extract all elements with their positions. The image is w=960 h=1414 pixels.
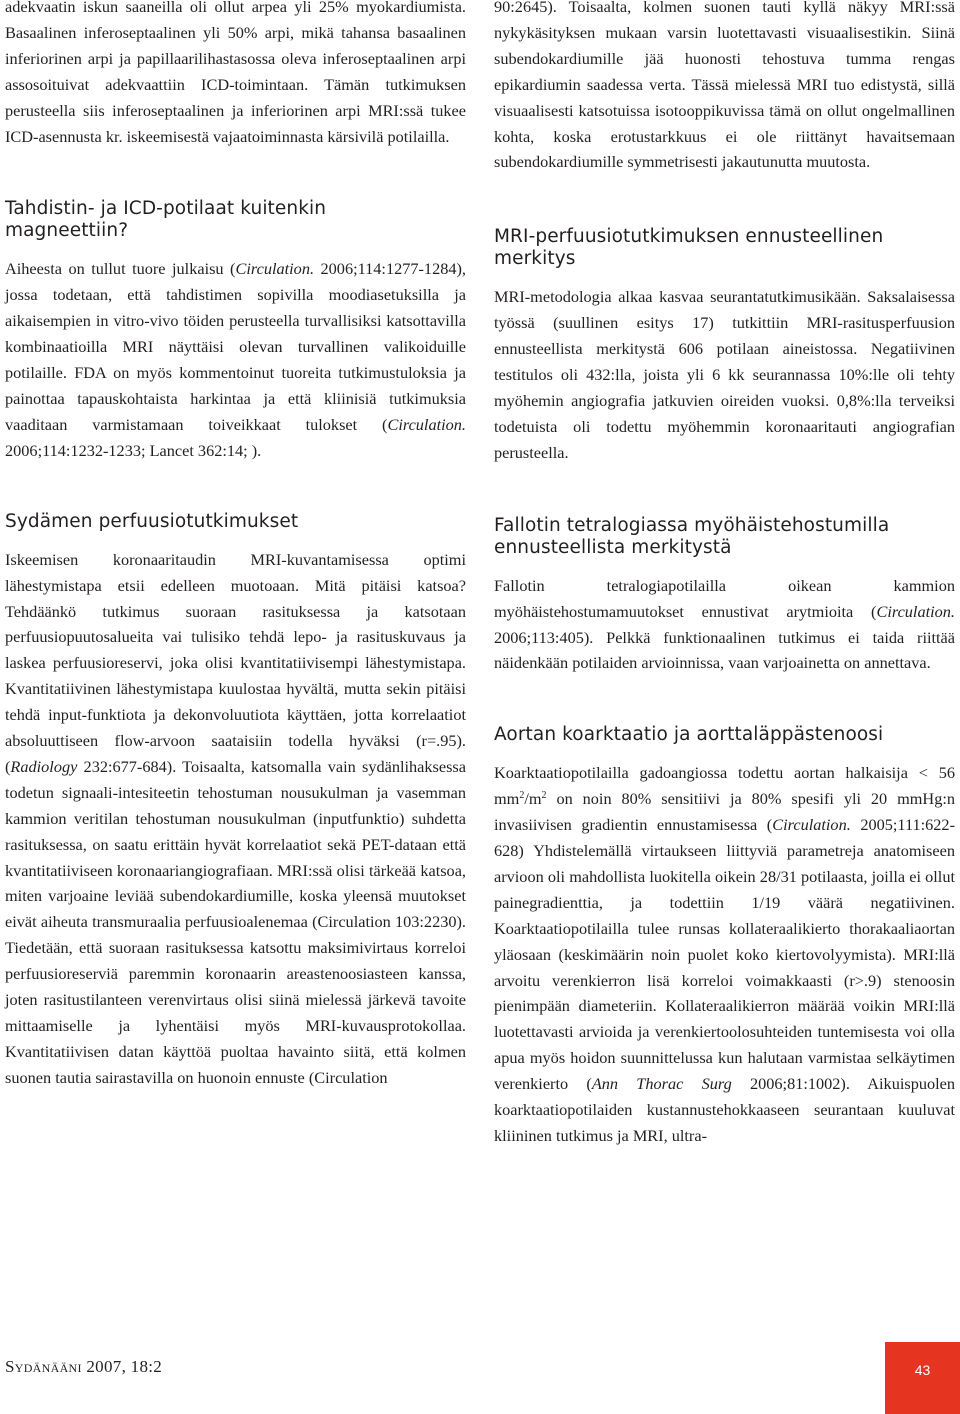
citation-journal: Radiology (10, 756, 78, 776)
paragraph-text: Aiheesta on tullut tuore julkaisu ( (5, 259, 236, 279)
paragraph-text: Koarktaatiopotilailla gadoangiossa todettu aortan halkaisija < 56 mm (494, 763, 955, 809)
paragraph-text: Iskeemisen koronaaritaudin MRI-kuvantamisessa optimi lähestymistapa etsii edelleen muotoaan. Mitä pitäisi katsoa? Tehdäänkö tutkimus suoraan rasituksessa ja katsotaan perfuusiopuutosalueita vai tulisiko tehdä lepo- ja rasituskuvaus ja laskea perfuusioreservi, joka olisi kvantitatiivisempi lähestymistapa. Kvantitatiivinen lähestymistapa kuulostaa hyvältä, mutta sekin pitäisi tehdä input-funktiota ja dekonvoluutiota käyttäen, jotta korrelaatiot absoluuttiseen flow-arvoon saataisiin todella hyväksi (r=.95). ( (5, 549, 466, 776)
right-column (494, 0, 955, 1149)
paragraph-text: 2006;81:1002). Aikuispuolen koarktaatiopotilaiden kustannustehokkaaseen seurantaan kuuluvat kliininen tutkimus ja MRI, ultra- (494, 1074, 956, 1145)
body-paragraph (494, 0, 955, 175)
body-paragraph (5, 256, 466, 463)
footer-journal-name: Sydänääni 2007, 18:2 (5, 1357, 163, 1376)
paragraph-text: adekvaatin iskun saaneilla oli ollut arpea yli 25% myokardiumista. Basaalinen inferoseptaalinen yli 50% arpi, mikä tahansa basaalinen inferiorinen arpi ja papillaarilihastasossa oleva inferoseptaalinen arpi assosoituivat adekvaattiin ICD-toimintaan. Tämän tutkimuksen perusteella siis inferoseptaalinen ja inferiorinen arpi MRI:ssä tukee ICD-asennusta kr. iskeemisestä vajaatoiminnasta kärsivilä potilailla. (5, 0, 466, 146)
citation-journal: Circulation. (387, 414, 466, 434)
paragraph-text: 90:2645). Toisaalta, kolmen suonen tauti kyllä näkyy MRI:ssä nykykäsityksen mukaan varsin luotettavasti visuaalisestikin. Siinä subendokardiumille jää huonosti tehostuva tumma rengas epikardiumin saadessa verta. Tässä mielessä MRI tuo edistystä, sillä visuaalisesti katsotuissa isotooppikuvissa tämä on ollut ongelmallinen kohta, koska erotustarkkuus ei ole riittänyt havaitsemaan subendokardiumille symmetrisesti jakautunutta muutosta. (494, 0, 955, 172)
body-paragraph (494, 573, 955, 677)
citation-journal: Ann Thorac Surg (591, 1074, 732, 1094)
section-heading: Sydämen perfuusiotutkimukset (5, 510, 299, 532)
section-heading: MRI-perfuusiotutkimuksen ennusteellinen merkitys (494, 226, 884, 270)
section-heading: Aortan koarktaatio ja aorttaläppästenoosi (494, 724, 884, 746)
body-paragraph (5, 0, 466, 149)
citation-journal: Circulation. (772, 815, 851, 835)
citation-journal: Circulation. (235, 259, 315, 279)
paragraph-text: /m (524, 789, 542, 809)
paragraph-text: on noin 80% sensitiivi ja 80% spesifi yli 20 mmHg:n invasiivisen gradientin ennustamisessa ( (494, 789, 955, 835)
page-number-badge (885, 1342, 960, 1414)
superscript: 2 (541, 790, 547, 802)
left-column (5, 0, 466, 1091)
page-number: 43 (914, 1362, 931, 1378)
paragraph-text: 232:677-684). Toisaalta, katsomalla vain sydänlihaksessa todetun signaali-intesiteetin tehostuman nousukulman ja vasemman kammion veritilan tehostuman nousukulman (inputfunktio) suhdetta rasituksessa, on saatu erittäin hyvät korrelaatiot sekä PET-dataan että kvantitatiiviseen koronaariangiografiaan. MRI:ssä olisi tärkeää katsoa, miten varjoaine leviää subendokardiumille, koska yleensä muutokset eivät aiheuta transmuraalia perfuusioalenemaa (Circulation 103:2230). Tiedetään, että suoraan rasituksessa katsottu maksimivirtaus korreloi perfuusioreserviä paremmin koronaarin areastenoosiasteen kanssa, joten rasitustilanteen verenvirtaus olisi siinä mielessä järkevä tavoite mittaamiselle ja lyhentäisi myös MRI-kuvausprotokollaa. Kvantitatiivisen datan käyttöä puoltaa havainto siitä, että kolmen suonen tautia sairastavilla on huonoin ennuste (Circulation (5, 756, 466, 1087)
body-paragraph (494, 760, 955, 1149)
paragraph-text: 2006;113:405). Pelkkä funktionaalinen tutkimus ei taida riittää näidenkään potilaiden arvioinnissa, vaan varjoainetta on annettava. (494, 627, 955, 673)
section-heading: Tahdistin- ja ICD-potilaat kuitenkin magneettiin? (5, 198, 327, 242)
section-heading: Fallotin tetralogiassa myöhäistehostumilla ennusteellista merkitystä (494, 514, 890, 558)
body-paragraph (494, 284, 955, 465)
paragraph-text: 2006;114:1232-1233; Lancet 362:14; ). (5, 440, 262, 460)
paragraph-text: 2005;111:622-628) Yhdistelemällä virtaukseen liittyviä parametreja anatomiseen arvioon oli mahdollista luokitella oikein 28/31 potilaasta, joilla ei ollut painegradienttia, ja todettiin 1/19 väärä negatiivinen. Koarktaatiopotilailla tulee runsas kollateraalikierto thorakaaliaortan yläosaan (keskimäärin noin puolet koko kiertovolyymista). MRI:llä arvoitu verenkierron lisä korreloi voimakkaasti (r>.9) stenoosin pienimpään diameteriin. Kollateraalikierron määrää voikin MRI:llä luotettavasti arvioida ja verenkiertoolosuhteiden tuntemisesta voi olla apua myös hoidon suunnittelussa kun halutaan varmistaa selkäytimen verenkierto ( (494, 815, 955, 1094)
superscript: 2 (519, 790, 525, 802)
paragraph-text: MRI-metodologia alkaa kasvaa seurantatutkimusikään. Saksalaisessa työssä (suullinen esitys 17) tutkittiin MRI-rasitusperfuusion ennusteellista merkitystä 606 potilaan aineistossa. Negatiivinen testitulos oli 432:lla, joista yli 6 kk seurannassa 10%:lle oli tehty myöhemin angiografia jatkuvien oireiden vuoksi. 0,8%:lla terveiksi todetuista oli todettu myöhemmin koronaaritauti angiografian perusteella. (494, 287, 955, 462)
paragraph-text: Fallotin tetralogiapotilailla oikean kammion myöhäistehostumamuutokset ennustivat arytmioita ( (494, 575, 955, 621)
citation-journal: Circulation. (876, 601, 955, 621)
paragraph-text: 2006;114:1277-1284), jossa todetaan, että tahdistimen sopivilla moodiasetuksilla ja aikaisempien in vitro-vivo töiden perusteella turvallisiksi katsottavilla kombinaatioilla MRI näyttäisi olevan turvallinen valikoiduille potilaille. FDA on myös kommentoinut tuoreita tutkimustuloksia ja painottaa tapauskohtaista harkintaa ja että kliinisiä tutkimuksia vaaditaan varmistamaan toiveikkaat tulokset ( (5, 259, 466, 434)
body-paragraph (5, 547, 466, 1091)
